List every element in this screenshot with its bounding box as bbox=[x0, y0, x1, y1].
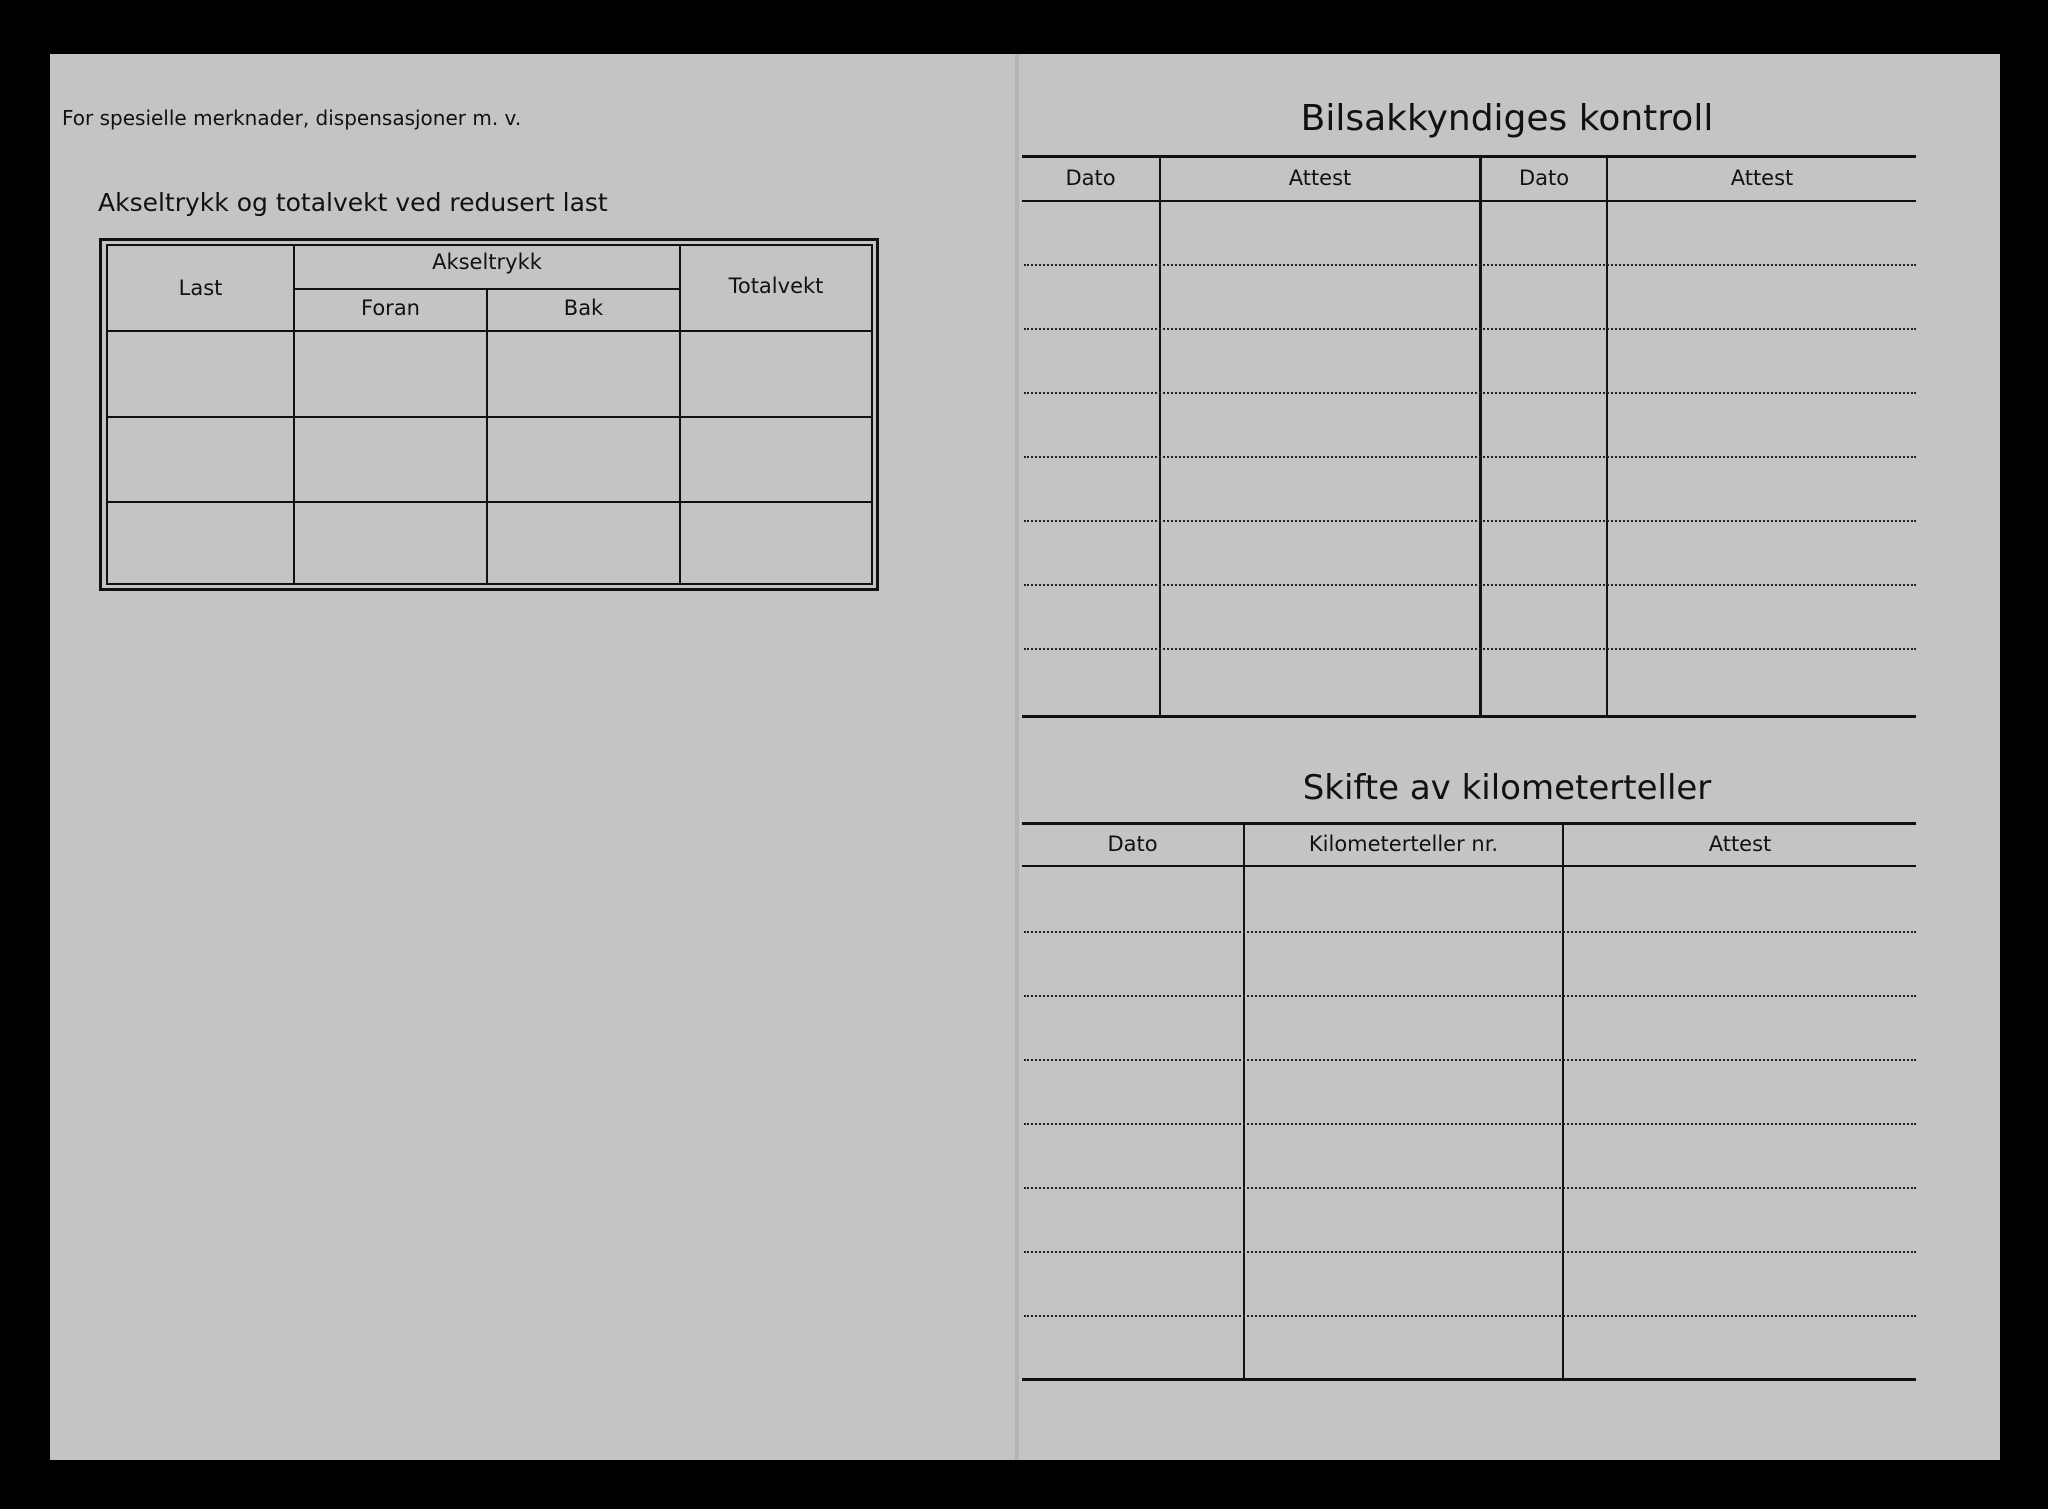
odometer-col-kilometerteller: Kilometerteller nr. bbox=[1308, 832, 1499, 856]
axle-col-totalvekt: Totalvekt bbox=[728, 274, 824, 298]
odometer-col-dato: Dato bbox=[1107, 832, 1158, 856]
remarks-label: For spesielle merknader, dispensasjoner m. v. bbox=[62, 106, 522, 130]
center-fold bbox=[1015, 54, 1019, 1460]
inspection-col-attest-1: Attest bbox=[1288, 166, 1352, 190]
odometer-title: Skifte av kilometerteller bbox=[1302, 768, 1712, 808]
odometer-col-attest: Attest bbox=[1708, 832, 1772, 856]
form-sheet bbox=[50, 54, 2000, 1460]
inspection-col-dato-1: Dato bbox=[1065, 166, 1116, 190]
axle-col-bak: Bak bbox=[563, 296, 604, 320]
inspection-title: Bilsakkyndiges kontroll bbox=[1300, 98, 1714, 139]
inspection-col-attest-2: Attest bbox=[1730, 166, 1794, 190]
axle-section-title: Akseltrykk og totalvekt ved redusert last bbox=[98, 188, 608, 217]
axle-col-foran: Foran bbox=[361, 296, 420, 320]
axle-col-akseltrykk: Akseltrykk bbox=[432, 250, 542, 274]
axle-col-last: Last bbox=[178, 276, 223, 300]
inspection-col-dato-2: Dato bbox=[1518, 166, 1570, 190]
